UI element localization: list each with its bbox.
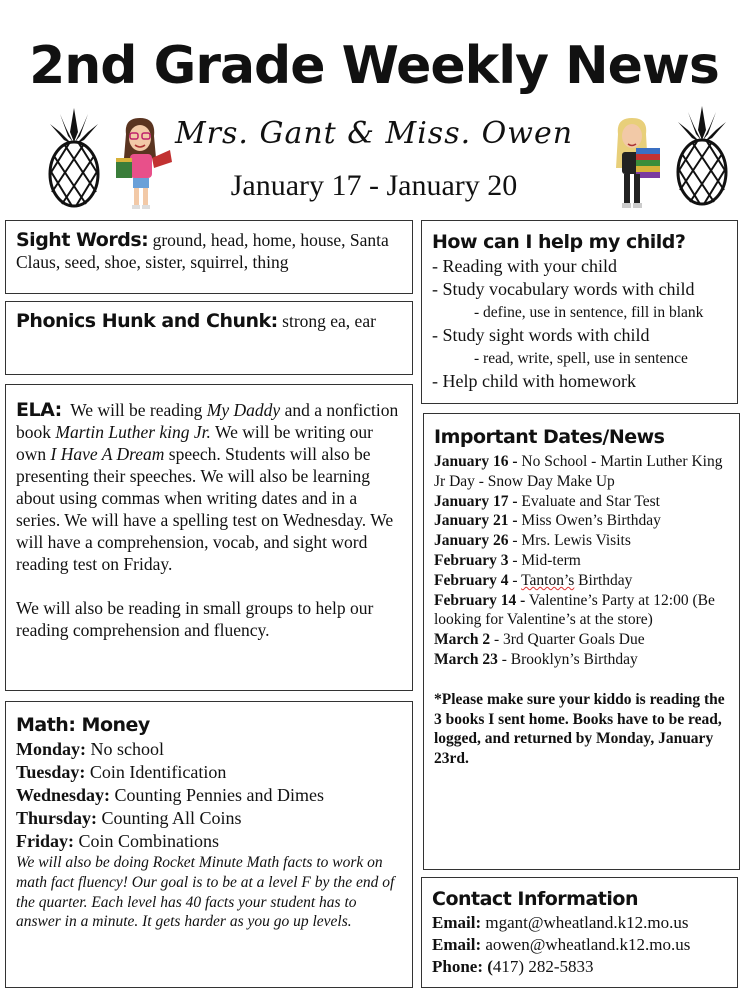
event-date: February 4 [434,571,509,589]
book-title: Martin Luther king Jr. [55,422,211,442]
sight-words-heading: Sight Words: [16,229,149,251]
contact-heading: Contact Information [432,888,638,910]
book-title: My Daddy [206,400,281,420]
reading-notice: *Please make sure your kiddo is reading the 3 books I sent home. Books have to be read, logged, and returned by Monday, January 23rd. [434,690,725,768]
contact-box [421,877,738,988]
math-schedule [16,738,402,853]
ela-heading: ELA: [16,399,62,421]
event-list [434,452,729,769]
event-item [434,630,729,650]
event-date: January 17 - [434,492,518,510]
math-day-row [16,761,402,784]
pineapple-icon-right [674,102,730,210]
day-label: Monday: [16,739,87,759]
event-text: - Mrs. Lewis Visits [508,532,631,550]
important-dates-box [423,413,740,870]
event-text: Miss Owen’s Birthday [517,512,661,530]
event-date: February 3 [434,551,509,569]
help-subitem: - read, write, spell, use in sentence [474,350,688,367]
page-title: 2nd Grade Weekly News [29,36,719,96]
event-date: March 23 [434,650,498,668]
event-text: - Brooklyn’s Birthday [497,650,638,668]
day-topic: Counting Pennies and Dimes [114,785,325,805]
day-label: Tuesday: [16,762,86,782]
phone-paren: ( [487,957,493,976]
day-label: Thursday: [16,808,98,828]
ela-box [5,384,413,691]
event-text: Evaluate and Star Test [517,492,660,510]
email-link[interactable]: aowen@wheatland.k12.mo.us [485,935,691,954]
event-item [434,452,729,492]
math-day-row [16,738,402,761]
ela-text: We will be reading [70,400,207,420]
phonics-heading: Phonics Hunk and Chunk: [16,310,278,332]
phone-number: 417) 282-5833 [492,957,594,976]
day-topic: Counting All Coins [101,808,242,828]
math-box [5,701,413,988]
event-text: Birthday [574,571,633,589]
event-item [434,650,729,670]
ela-text: We will be writing our own [16,422,374,464]
day-topic: No school [90,739,165,759]
birthday-name: Tanton’s [521,571,575,589]
math-note: We will also be doing Rocket Minute Math facts to work on math fact fluency! Our goal is to be at a level F by the end of the quarter. Each level has 40 facts your student has to answer in a minute. It gets harder as you go up levels. [16,854,395,931]
pineapple-icon-left [46,106,102,210]
event-item [434,511,729,531]
help-item: - Help child with homework [432,371,636,391]
math-day-row [16,807,402,830]
math-heading: Math: Money [16,714,150,736]
event-date: January 16 - [434,453,518,470]
math-day-row [16,830,402,853]
contact-email [432,934,727,956]
help-subitem: - define, use in sentence, fill in blank [474,304,704,321]
email-link[interactable]: mgant@wheatland.k12.mo.us [485,913,689,932]
event-date: January 26 [434,532,509,550]
contact-phone [432,956,727,978]
math-day-row [16,784,402,807]
ela-text: speech. Students will also be presenting their speeches. We will also be learning about using commas when writing dates and in a series. We will have a spelling test on Wednesday. We will have a comprehension, vocab, and sight word reading test on Friday. [16,444,394,574]
help-heading: How can I help my child? [432,231,686,253]
event-item [434,531,729,551]
event-text: - 3rd Quarter Goals Due [490,631,645,649]
ela-text: and a nonfiction book [16,400,399,442]
contact-email [432,912,727,934]
event-text: - Mid-term [508,551,581,569]
help-item: - Study vocabulary words with child [432,279,695,299]
event-item [434,591,729,631]
day-label: Wednesday: [16,785,111,805]
event-date: February 14 - [434,591,526,609]
help-item: - Study sight words with child [432,325,650,345]
speech-title: I Have A Dream [50,444,165,464]
event-item [434,492,729,512]
teacher-names: Mrs. Gant & Miss. Owen [174,116,574,151]
week-dates: January 17 - January 20 [230,169,518,202]
day-topic: Coin Combinations [78,831,220,851]
event-date: March 2 [434,631,491,649]
important-heading: Important Dates/News [434,426,665,448]
teacher-avatar-right [606,116,664,212]
phone-label: Phone: [432,957,483,976]
sight-words-list: ground, head, home, house, Santa Claus, seed, shoe, sister, squirrel, thing [16,230,389,272]
help-item: - Reading with your child [432,256,617,276]
day-topic: Coin Identification [89,762,227,782]
event-text: Valentine’s Party at 12:00 (Be looking for Valentine’s at the store) [434,591,715,629]
phonics-text: strong ea, ear [282,311,376,331]
sight-words-box [5,220,413,294]
email-label: Email: [432,935,482,954]
help-box [421,220,738,404]
event-text: - [508,571,522,589]
event-text: No School - Martin Luther King Jr Day - Snow Day Make Up [434,453,723,490]
event-date: January 21 - [434,512,518,530]
event-item [434,571,729,591]
day-label: Friday: [16,831,74,851]
email-label: Email: [432,913,482,932]
event-item [434,551,729,571]
phonics-box [5,301,413,375]
ela-small-groups: We will also be reading in small groups to help our reading comprehension and fluency. [16,598,374,640]
